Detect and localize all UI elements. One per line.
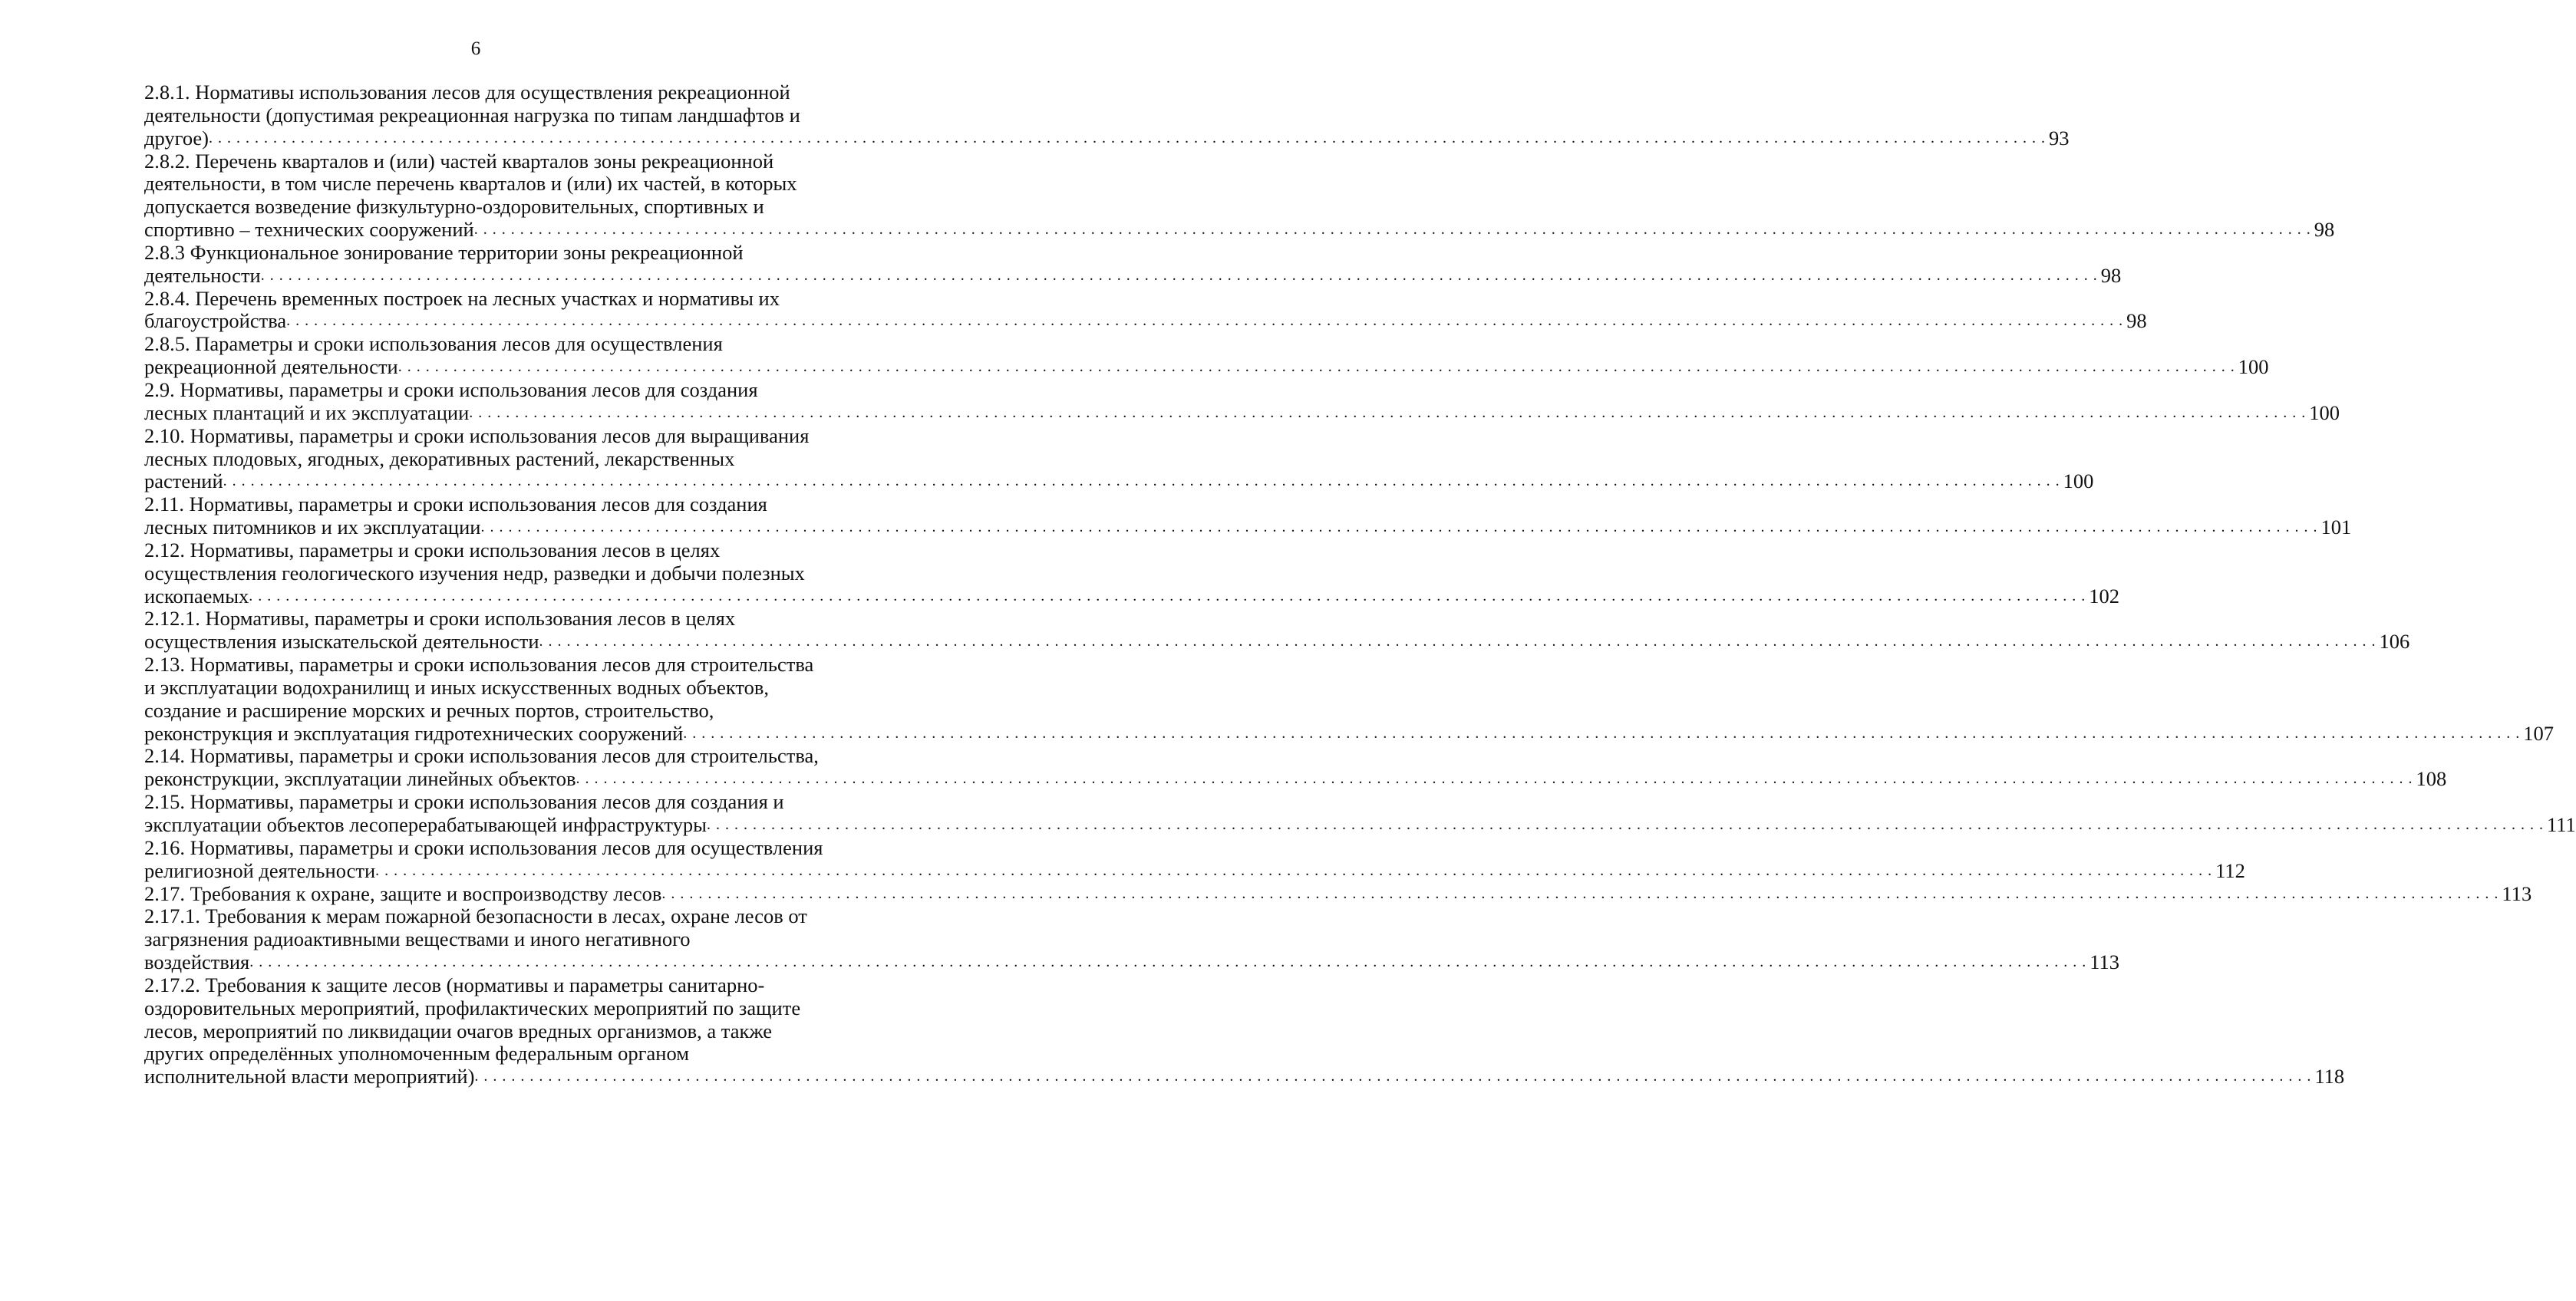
dot-leader: . . . . . . . . . . . . . . . . . . . . . . . . . . . . . . . . . . . . . . . . . . . . . . . . . . . . . . . . . . . . . . . . . . . . . . . . . . . . . . . . . . . . . . . . . . . . . . . . . . . . . . . . . . . . . . . . . . . . . . . . . . . . . . . . . . . . . . . . . . . . . . . . . . . . . . . . . . . . . . . . . . . . . . . . . . . . . . . . . . . . . . . . . . . . . . . . . . . . . . . . [539,633,2376,650]
toc-entry-line: лесных питомников и их эксплуатации [144,515,481,539]
toc-entry-line: лесов, мероприятий по ликвидации очагов вредных организмов, а также [144,1019,773,1042]
toc-entry[interactable] [144,790,2576,837]
toc-entry[interactable] [144,835,2245,883]
toc-entry-line: 2.8.1. Нормативы использования лесов для осуществления рекреационной [144,81,790,104]
dot-leader: . . . . . . . . . . . . . . . . . . . . . . . . . . . . . . . . . . . . . . . . . . . . . . . . . . . . . . . . . . . . . . . . . . . . . . . . . . . . . . . . . . . . . . . . . . . . . . . . . . . . . . . . . . . . . . . . . . . . . . . . . . . . . . . . . . . . . . . . . . . . . . . . . . . . . . . . . . . . . . . . . . . . . . . . . . . . . . . . . . . . . . . . . . . . . . . . . . . . . . . . [480,519,2318,536]
toc-entry-line: 2.16. Нормативы, параметры и сроки использования лесов для осуществления [144,835,823,859]
toc-entry-line: 2.15. Нормативы, параметры и сроки использования лесов для создания и [144,790,784,814]
toc-page-number: 107 [2523,721,2555,745]
toc-entry-line: деятельности, в том числе перечень кварталов и (или) их частей, в которых [144,172,797,196]
dot-leader: . . . . . . . . . . . . . . . . . . . . . . . . . . . . . . . . . . . . . . . . . . . . . . . . . . . . . . . . . . . . . . . . . . . . . . . . . . . . . . . . . . . . . . . . . . . . . . . . . . . . . . . . . . . . . . . . . . . . . . . . . . . . . . . . . . . . . . . . . . . . . . . . . . . . . . . . . . . . . . . . . . . . . . . . . . . . . . . . . . . . . . . . . . . . . . . . . . . . . . . . [683,724,2521,742]
dot-leader: . . . . . . . . . . . . . . . . . . . . . . . . . . . . . . . . . . . . . . . . . . . . . . . . . . . . . . . . . . . . . . . . . . . . . . . . . . . . . . . . . . . . . . . . . . . . . . . . . . . . . . . . . . . . . . . . . . . . . . . . . . . . . . . . . . . . . . . . . . . . . . . . . . . . . . . . . . . . . . . . . . . . . . . . . . . . . . . . . . . . . . . . . . . . . . . . . . . . . . . . [249,587,2086,604]
toc-page-number: 118 [2314,1065,2345,1089]
toc-entry-last-line [144,309,2147,333]
toc-page-number: 98 [2100,263,2122,287]
toc-page-number: 98 [2314,218,2335,242]
toc-entry-last-line [144,355,2269,379]
dot-leader: . . . . . . . . . . . . . . . . . . . . . . . . . . . . . . . . . . . . . . . . . . . . . . . . . . . . . . . . . . . . . . . . . . . . . . . . . . . . . . . . . . . . . . . . . . . . . . . . . . . . . . . . . . . . . . . . . . . . . . . . . . . . . . . . . . . . . . . . . . . . . . . . . . . . . . . . . . . . . . . . . . . . . . . . . . . . . . . . . . . . . . . . . . . . . . . . . . . . . . . . [469,403,2307,421]
toc-entry-last-line [144,881,2532,906]
toc-page-number: 113 [2502,881,2532,905]
toc-entry-last-line [144,858,2245,883]
toc-page-number: 98 [2126,309,2147,333]
toc-entry-line: эксплуатации объектов лесоперерабатывающей инфраструктуры [144,813,707,836]
toc-page-number: 100 [2063,469,2094,493]
toc-entry[interactable] [144,881,2532,906]
toc-entry-line: воздействия [144,950,250,974]
dot-leader: . . . . . . . . . . . . . . . . . . . . . . . . . . . . . . . . . . . . . . . . . . . . . . . . . . . . . . . . . . . . . . . . . . . . . . . . . . . . . . . . . . . . . . . . . . . . . . . . . . . . . . . . . . . . . . . . . . . . . . . . . . . . . . . . . . . . . . . . . . . . . . . . . . . . . . . . . . . . . . . . . . . . . . . . . . . . . . . . . . . . . . . . . . . . . . . . . . . . . . . . [260,266,2098,284]
toc-entry-line: лесных плодовых, ягодных, декоративных растений, лекарственных [144,446,735,470]
toc-entry-last-line [144,767,2447,791]
toc-page-number: 106 [2379,630,2410,654]
toc-entry-line: деятельности (допустимая рекреационная нагрузка по типам ландшафтов и [144,103,800,127]
toc-entry[interactable] [144,904,2120,974]
toc-entry-line: допускается возведение физкультурно-оздоровительных, спортивных и [144,195,764,219]
dot-leader: . . . . . . . . . . . . . . . . . . . . . . . . . . . . . . . . . . . . . . . . . . . . . . . . . . . . . . . . . . . . . . . . . . . . . . . . . . . . . . . . . . . . . . . . . . . . . . . . . . . . . . . . . . . . . . . . . . . . . . . . . . . . . . . . . . . . . . . . . . . . . . . . . . . . . . . . . . . . . . . . . . . . . . . . . . . . . . . . . . . . . . . . . . . . . . . . . . . . . . . . [375,861,2213,879]
toc-entry[interactable] [144,240,2122,288]
toc-entry-last-line [144,721,2555,746]
toc-entry[interactable] [144,653,2555,745]
toc-entry-last-line [144,630,2410,654]
toc-entry-line: 2.8.4. Перечень временных построек на лесных участках и нормативы их [144,286,780,310]
toc-entry-line: 2.12.1. Нормативы, параметры и сроки использования лесов в целях [144,607,736,631]
toc-entry[interactable] [144,423,2094,494]
toc-entry-line: 2.17.2. Требования к защите лесов (нормативы и параметры санитарно- [144,973,765,996]
dot-leader: . . . . . . . . . . . . . . . . . . . . . . . . . . . . . . . . . . . . . . . . . . . . . . . . . . . . . . . . . . . . . . . . . . . . . . . . . . . . . . . . . . . . . . . . . . . . . . . . . . . . . . . . . . . . . . . . . . . . . . . . . . . . . . . . . . . . . . . . . . . . . . . . . . . . . . . . . . . . . . . . . . . . . . . . . . . . . . . . . . . . . . . . . . . . . . . . . . . . . . . . [706,816,2544,833]
toc-entry[interactable] [144,538,2120,608]
toc-entry-line: оздоровительных мероприятий, профилактических мероприятий по защите [144,996,801,1019]
toc-entry-line: осуществления геологического изучения недр, разведки и добычи полезных [144,561,805,585]
toc-entry-line: другое) [144,126,209,150]
toc-entry[interactable] [144,149,2335,242]
toc-entry-last-line [144,126,2070,150]
toc-page-number: 111 [2546,813,2576,836]
toc-entry-line: реконструкции, эксплуатации линейных объектов [144,767,576,791]
dot-leader: . . . . . . . . . . . . . . . . . . . . . . . . . . . . . . . . . . . . . . . . . . . . . . . . . . . . . . . . . . . . . . . . . . . . . . . . . . . . . . . . . . . . . . . . . . . . . . . . . . . . . . . . . . . . . . . . . . . . . . . . . . . . . . . . . . . . . . . . . . . . . . . . . . . . . . . . . . . . . . . . . . . . . . . . . . . . . . . . . . . . . . . . . . . . . . . . . . . . . . . . [397,358,2235,376]
toc-entry-line: 2.11. Нормативы, параметры и сроки использования лесов для создания [144,492,767,516]
toc-entry-last-line [144,469,2094,493]
toc-entry-line: создание и расширение морских и речных портов, строительство, [144,698,714,722]
toc-entry-line: загрязнения радиоактивными веществами и иного негативного [144,927,691,951]
toc-entry-line: 2.14. Нормативы, параметры и сроки использования лесов для строительства, [144,744,819,768]
page-number: 6 [470,38,481,59]
toc-entry-line: реконструкция и эксплуатация гидротехнических сооружений [144,721,684,745]
toc-entry-line: рекреационной деятельности [144,355,398,379]
toc-page-number: 102 [2089,584,2120,608]
toc-entry-line: и эксплуатации водохранилищ и иных искусственных водных объектов, [144,675,769,699]
toc-entry-line: 2.8.2. Перечень кварталов и (или) частей кварталов зоны рекреационной [144,149,774,173]
toc-entry-last-line [144,263,2122,288]
toc-page-number: 112 [2215,858,2245,882]
dot-leader: . . . . . . . . . . . . . . . . . . . . . . . . . . . . . . . . . . . . . . . . . . . . . . . . . . . . . . . . . . . . . . . . . . . . . . . . . . . . . . . . . . . . . . . . . . . . . . . . . . . . . . . . . . . . . . . . . . . . . . . . . . . . . . . . . . . . . . . . . . . . . . . . . . . . . . . . . . . . . . . . . . . . . . . . . . . . . . . . . . . . . . . . . . . . . . . . . . . . . . . . [286,312,2124,330]
dot-leader: . . . . . . . . . . . . . . . . . . . . . . . . . . . . . . . . . . . . . . . . . . . . . . . . . . . . . . . . . . . . . . . . . . . . . . . . . . . . . . . . . . . . . . . . . . . . . . . . . . . . . . . . . . . . . . . . . . . . . . . . . . . . . . . . . . . . . . . . . . . . . . . . . . . . . . . . . . . . . . . . . . . . . . . . . . . . . . . . . . . . . . . . . . . . . . . . . . . . . . . . [474,1068,2312,1085]
toc-entry[interactable] [144,607,2410,654]
toc-page-number: 100 [2309,400,2340,424]
toc-entry-line: 2.8.5. Параметры и сроки использования лесов для осуществления [144,332,723,356]
dot-leader: . . . . . . . . . . . . . . . . . . . . . . . . . . . . . . . . . . . . . . . . . . . . . . . . . . . . . . . . . . . . . . . . . . . . . . . . . . . . . . . . . . . . . . . . . . . . . . . . . . . . . . . . . . . . . . . . . . . . . . . . . . . . . . . . . . . . . . . . . . . . . . . . . . . . . . . . . . . . . . . . . . . . . . . . . . . . . . . . . . . . . . . . . . . . . . . . . . . . . . . . [223,473,2060,490]
dot-leader: . . . . . . . . . . . . . . . . . . . . . . . . . . . . . . . . . . . . . . . . . . . . . . . . . . . . . . . . . . . . . . . . . . . . . . . . . . . . . . . . . . . . . . . . . . . . . . . . . . . . . . . . . . . . . . . . . . . . . . . . . . . . . . . . . . . . . . . . . . . . . . . . . . . . . . . . . . . . . . . . . . . . . . . . . . . . . . . . . . . . . . . . . . . . . . . . . . . . . . . . [249,954,2087,971]
toc-entry-line: 2.10. Нормативы, параметры и сроки использования лесов для выращивания [144,423,810,447]
toc-entry-line: ископаемых [144,584,249,608]
toc-entry-last-line [144,400,2340,425]
toc-entry-last-line [144,1065,2345,1089]
toc-entry-line: исполнительной власти мероприятий) [144,1065,475,1089]
toc-entry-last-line [144,584,2120,608]
toc-entry[interactable] [144,744,2447,791]
toc-entry-line: 2.8.3 Функциональное зонирование территории зоны рекреационной [144,240,744,264]
toc-entry-line: лесных плантаций и их эксплуатации [144,400,470,424]
toc-entry[interactable] [144,286,2147,334]
toc-entry[interactable] [144,377,2340,425]
toc-entry-line: 2.17. Требования к охране, защите и воспроизводству лесов [144,881,662,905]
toc-entry-line: 2.12. Нормативы, параметры и сроки использования лесов в целях [144,538,721,562]
toc-page-number: 108 [2416,767,2447,791]
dot-leader: . . . . . . . . . . . . . . . . . . . . . . . . . . . . . . . . . . . . . . . . . . . . . . . . . . . . . . . . . . . . . . . . . . . . . . . . . . . . . . . . . . . . . . . . . . . . . . . . . . . . . . . . . . . . . . . . . . . . . . . . . . . . . . . . . . . . . . . . . . . . . . . . . . . . . . . . . . . . . . . . . . . . . . . . . . . . . . . . . . . . . . . . . . . . . . . . . . . . . . . . [661,884,2499,902]
toc-page-number: 113 [2089,950,2120,974]
toc-entry[interactable] [144,332,2269,379]
toc-entry-line: 2.13. Нормативы, параметры и сроки использования лесов для строительства [144,653,814,677]
dot-leader: . . . . . . . . . . . . . . . . . . . . . . . . . . . . . . . . . . . . . . . . . . . . . . . . . . . . . . . . . . . . . . . . . . . . . . . . . . . . . . . . . . . . . . . . . . . . . . . . . . . . . . . . . . . . . . . . . . . . . . . . . . . . . . . . . . . . . . . . . . . . . . . . . . . . . . . . . . . . . . . . . . . . . . . . . . . . . . . . . . . . . . . . . . . . . . . . . . . . . . . . [209,129,2047,147]
toc-entry-line: растений [144,469,223,493]
toc-page-number: 100 [2238,355,2269,379]
toc-entry-line: религиозной деятельности [144,858,376,882]
toc-entry-line: осуществления изыскательской деятельности [144,630,539,654]
table-of-contents [144,81,2576,1089]
toc-page-number: 101 [2320,515,2352,539]
toc-entry[interactable] [144,973,2345,1089]
toc-entry-line: 2.9. Нормативы, параметры и сроки использования лесов для создания [144,377,758,401]
toc-entry-last-line [144,218,2335,242]
toc-entry-last-line [144,950,2120,974]
toc-entry-line: деятельности [144,263,261,287]
toc-entry-line: спортивно – технических сооружений [144,218,474,242]
toc-page-number: 93 [2049,126,2070,150]
toc-entry-last-line [144,515,2352,539]
toc-entry-line: других определённых уполномоченным федеральным органом [144,1042,689,1066]
toc-entry-line: 2.17.1. Требования к мерам пожарной безопасности в лесах, охране лесов от [144,904,807,928]
dot-leader: . . . . . . . . . . . . . . . . . . . . . . . . . . . . . . . . . . . . . . . . . . . . . . . . . . . . . . . . . . . . . . . . . . . . . . . . . . . . . . . . . . . . . . . . . . . . . . . . . . . . . . . . . . . . . . . . . . . . . . . . . . . . . . . . . . . . . . . . . . . . . . . . . . . . . . . . . . . . . . . . . . . . . . . . . . . . . . . . . . . . . . . . . . . . . . . . . . . . . . . . [576,770,2413,788]
dot-leader: . . . . . . . . . . . . . . . . . . . . . . . . . . . . . . . . . . . . . . . . . . . . . . . . . . . . . . . . . . . . . . . . . . . . . . . . . . . . . . . . . . . . . . . . . . . . . . . . . . . . . . . . . . . . . . . . . . . . . . . . . . . . . . . . . . . . . . . . . . . . . . . . . . . . . . . . . . . . . . . . . . . . . . . . . . . . . . . . . . . . . . . . . . . . . . . . . . . . . . . . [473,221,2311,239]
toc-entry-last-line [144,813,2576,837]
toc-entry[interactable] [144,81,2070,150]
toc-entry-line: благоустройства [144,309,287,333]
toc-entry[interactable] [144,492,2352,539]
